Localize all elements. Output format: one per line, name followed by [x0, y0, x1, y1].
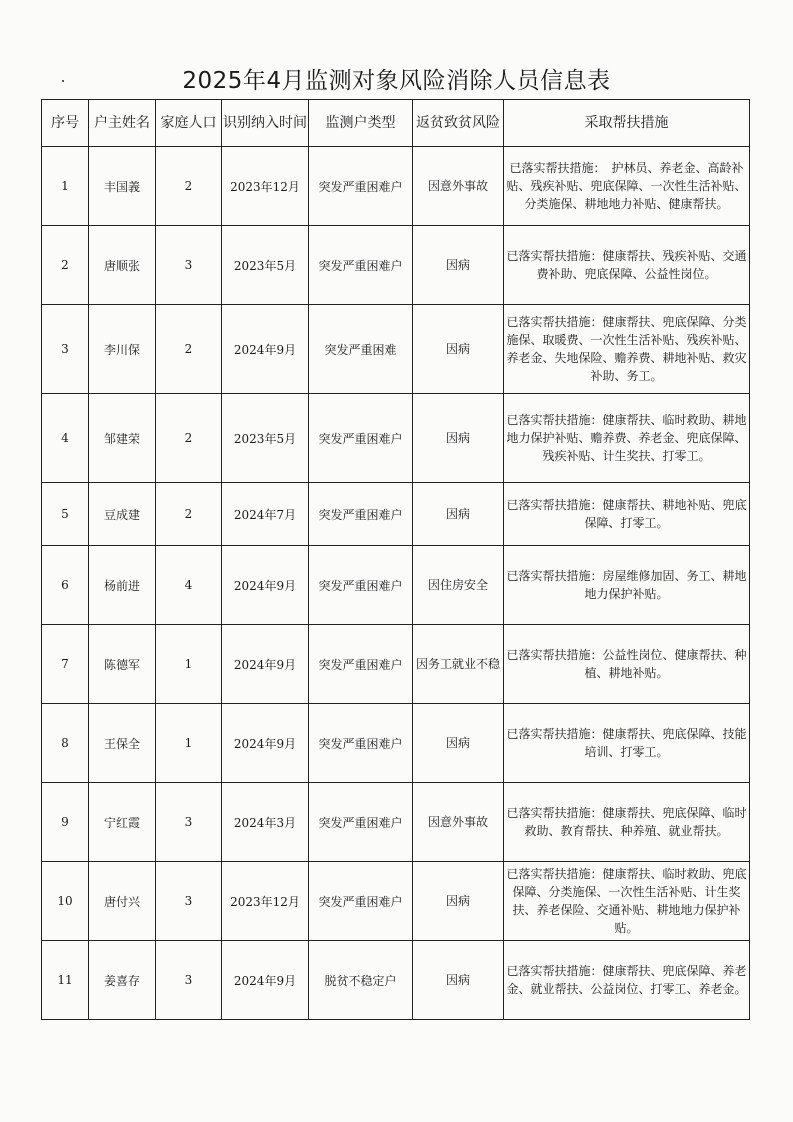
header-head-name: 户主姓名: [89, 100, 156, 147]
cell-index: 7: [42, 625, 89, 704]
cell-head-name: 宁红霞: [89, 783, 156, 862]
cell-household-size: 3: [156, 226, 222, 305]
cell-monitor-type: 突发严重困难户: [309, 704, 413, 783]
cell-identified-time: 2024年9月: [222, 625, 309, 704]
cell-head-name: 邹建荣: [89, 394, 156, 483]
cell-head-name: 唐付兴: [89, 862, 156, 941]
cell-measures: 已落实帮扶措施： 护林员、养老金、高龄补贴、残疾补贴、兜底保障、一次性生活补贴、分类施保、耕地地力补贴、健康帮扶。: [504, 147, 750, 226]
header-monitor-type: 监测户类型: [309, 100, 413, 147]
cell-index: 1: [42, 147, 89, 226]
table-row: [42, 941, 750, 1020]
cell-measures: 已落实帮扶措施：健康帮扶、兜底保障、养老金、就业帮扶、公益岗位、打零工、养老金。: [504, 941, 750, 1020]
cell-index: 6: [42, 546, 89, 625]
cell-measures: 已落实帮扶措施：健康帮扶、兜底保障、分类施保、取暖费、一次性生活补贴、残疾补贴、养老金、失地保险、赡养费、耕地补贴、救灾补助、务工。: [504, 305, 750, 394]
cell-household-size: 3: [156, 783, 222, 862]
cell-index: 8: [42, 704, 89, 783]
cell-monitor-type: 突发严重困难户: [309, 226, 413, 305]
cell-identified-time: 2024年3月: [222, 783, 309, 862]
cell-measures: 已落实帮扶措施：健康帮扶、残疾补贴、交通费补助、兜底保障、公益性岗位。: [504, 226, 750, 305]
cell-measures: 已落实帮扶措施：健康帮扶、耕地补贴、兜底保障、打零工。: [504, 483, 750, 546]
cell-identified-time: 2024年9月: [222, 941, 309, 1020]
cell-risk: 因病: [413, 941, 504, 1020]
cell-household-size: 2: [156, 305, 222, 394]
cell-household-size: 1: [156, 625, 222, 704]
cell-household-size: 2: [156, 483, 222, 546]
table-header-row: [42, 100, 750, 147]
cell-head-name: 丰国義: [89, 147, 156, 226]
table-row: [42, 394, 750, 483]
table-row: [42, 704, 750, 783]
table-row: [42, 226, 750, 305]
cell-identified-time: 2024年9月: [222, 704, 309, 783]
cell-monitor-type: 突发严重困难户: [309, 546, 413, 625]
cell-index: 11: [42, 941, 89, 1020]
cell-risk: 因务工就业不稳: [413, 625, 504, 704]
header-index: 序号: [42, 100, 89, 147]
header-measures: 采取帮扶措施: [504, 100, 750, 147]
cell-monitor-type: 突发严重困难户: [309, 625, 413, 704]
cell-measures: 已落实帮扶措施：健康帮扶、兜底保障、技能培训、打零工。: [504, 704, 750, 783]
cell-household-size: 3: [156, 862, 222, 941]
cell-risk: 因病: [413, 862, 504, 941]
cell-measures: 已落实帮扶措施：房屋维修加固、务工、耕地地力保护补贴。: [504, 546, 750, 625]
header-identified-time: 识别纳入时间: [222, 100, 309, 147]
cell-index: 9: [42, 783, 89, 862]
cell-head-name: 王保全: [89, 704, 156, 783]
table-body: [42, 147, 750, 1020]
cell-risk: 因病: [413, 226, 504, 305]
cell-risk: 因病: [413, 483, 504, 546]
cell-identified-time: 2023年5月: [222, 226, 309, 305]
header-household-size: 家庭人口: [156, 100, 222, 147]
cell-monitor-type: 突发严重困难: [309, 305, 413, 394]
table-row: [42, 625, 750, 704]
cell-risk: 因病: [413, 305, 504, 394]
cell-monitor-type: 突发严重困难户: [309, 483, 413, 546]
cell-index: 10: [42, 862, 89, 941]
table-row: [42, 483, 750, 546]
cell-identified-time: 2023年5月: [222, 394, 309, 483]
cell-identified-time: 2024年7月: [222, 483, 309, 546]
cell-head-name: 豆成建: [89, 483, 156, 546]
cell-head-name: 杨前进: [89, 546, 156, 625]
cell-identified-time: 2024年9月: [222, 546, 309, 625]
cell-risk: 因意外事故: [413, 147, 504, 226]
cell-household-size: 4: [156, 546, 222, 625]
info-table: [41, 99, 750, 1020]
cell-monitor-type: 脱贫不稳定户: [309, 941, 413, 1020]
header-risk: 返贫致贫风险: [413, 100, 504, 147]
cell-index: 3: [42, 305, 89, 394]
cell-measures: 已落实帮扶措施：健康帮扶、临时救助、兜底保障、分类施保、一次性生活补贴、计生奖扶、养老保险、交通补贴、耕地地力保护补贴。: [504, 862, 750, 941]
cell-head-name: 李川保: [89, 305, 156, 394]
cell-measures: 已落实帮扶措施：公益性岗位、健康帮扶、种植、耕地补贴。: [504, 625, 750, 704]
cell-measures: 已落实帮扶措施：健康帮扶、兜底保障、临时救助、教育帮扶、种养殖、就业帮扶。: [504, 783, 750, 862]
cell-household-size: 1: [156, 704, 222, 783]
cell-household-size: 2: [156, 394, 222, 483]
table-row: [42, 305, 750, 394]
table-row: [42, 546, 750, 625]
cell-identified-time: 2023年12月: [222, 147, 309, 226]
cell-monitor-type: 突发严重困难户: [309, 862, 413, 941]
cell-household-size: 3: [156, 941, 222, 1020]
cell-identified-time: 2023年12月: [222, 862, 309, 941]
cell-index: 2: [42, 226, 89, 305]
cell-household-size: 2: [156, 147, 222, 226]
cell-identified-time: 2024年9月: [222, 305, 309, 394]
page-title: 2025年4月监测对象风险消除人员信息表: [182, 68, 611, 94]
cell-risk: 因住房安全: [413, 546, 504, 625]
cell-risk: 因病: [413, 394, 504, 483]
cell-index: 4: [42, 394, 89, 483]
cell-risk: 因意外事故: [413, 783, 504, 862]
cell-monitor-type: 突发严重困难户: [309, 147, 413, 226]
cell-head-name: 姜喜存: [89, 941, 156, 1020]
table-row: [42, 862, 750, 941]
cell-monitor-type: 突发严重困难户: [309, 783, 413, 862]
cell-monitor-type: 突发严重困难户: [309, 394, 413, 483]
table-row: [42, 783, 750, 862]
cell-head-name: 陈德军: [89, 625, 156, 704]
cell-risk: 因病: [413, 704, 504, 783]
cell-index: 5: [42, 483, 89, 546]
table-row: [42, 147, 750, 226]
cell-head-name: 唐顺张: [89, 226, 156, 305]
cell-measures: 已落实帮扶措施：健康帮扶、临时救助、耕地地力保护补贴、赡养费、养老金、兜底保障、残疾补贴、计生奖扶、打零工。: [504, 394, 750, 483]
scan-speck: [62, 80, 64, 82]
